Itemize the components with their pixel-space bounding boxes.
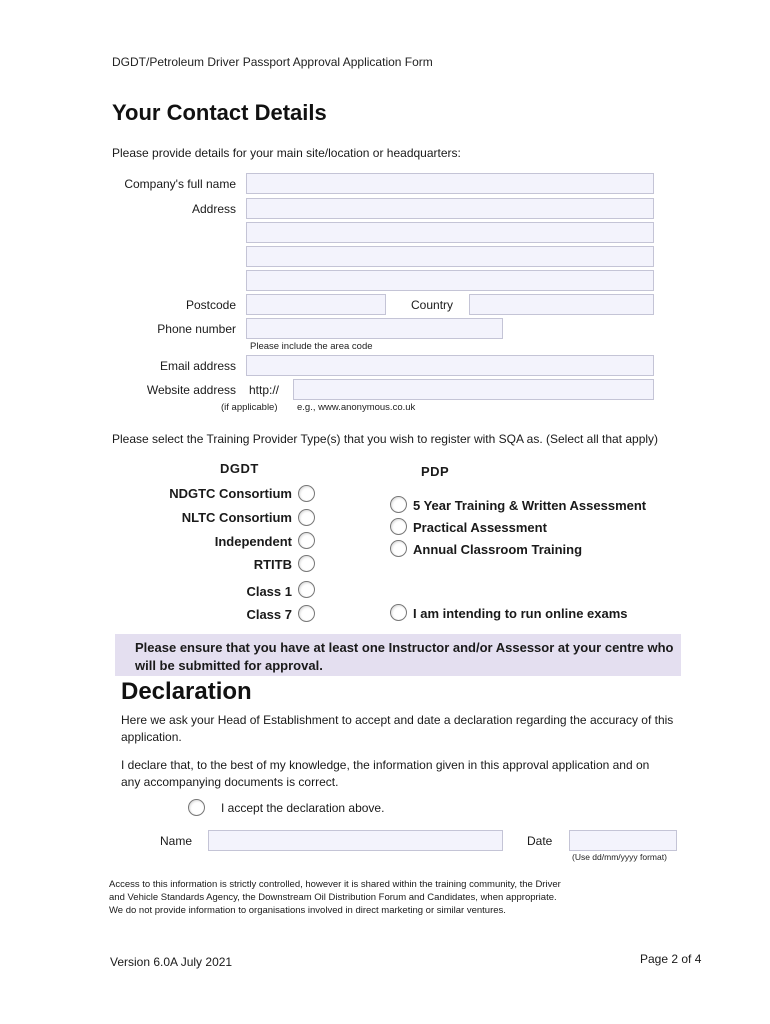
option-rtitb-label: RTITB	[253, 557, 292, 572]
contact-intro-text: Please provide details for your main site/location or headquarters:	[112, 146, 461, 160]
phone-field[interactable]	[246, 318, 503, 339]
option-practical-label: Practical Assessment	[413, 520, 547, 535]
address-line-3-field[interactable]	[246, 246, 654, 267]
option-nltc-radio[interactable]	[298, 509, 315, 526]
option-ndgtc-radio[interactable]	[298, 485, 315, 502]
pdp-heading: PDP	[421, 464, 450, 479]
privacy-footnote-line-3: We do not provide information to organisations involved in direct marketing or similar ventures.	[109, 905, 506, 916]
website-prefix: http://	[249, 383, 280, 397]
date-field[interactable]	[569, 830, 677, 851]
website-hint: e.g., www.anonymous.co.uk	[297, 402, 416, 413]
address-label: Address	[191, 202, 236, 216]
country-label: Country	[411, 298, 454, 312]
option-independent-label: Independent	[214, 534, 292, 549]
dgdt-heading: DGDT	[220, 461, 259, 476]
postcode-field[interactable]	[246, 294, 386, 315]
phone-hint: Please include the area code	[250, 341, 373, 352]
website-field[interactable]	[293, 379, 654, 400]
option-class7-radio[interactable]	[298, 605, 315, 622]
country-field[interactable]	[469, 294, 654, 315]
option-annual-radio[interactable]	[390, 540, 407, 557]
option-5yr-label: 5 Year Training & Written Assessment	[413, 498, 647, 513]
accept-declaration-radio[interactable]	[188, 799, 205, 816]
address-line-1-field[interactable]	[246, 198, 654, 219]
accept-declaration-label: I accept the declaration above.	[221, 801, 385, 815]
declaration-intro: Here we ask your Head of Establishment to accept and date a declaration regarding the accuracy of this application.	[121, 713, 674, 744]
option-class7-label: Class 7	[246, 607, 292, 622]
declaration-statement: I declare that, to the best of my knowledge, the information given in this approval application and on any accompanying documents is correct.	[121, 758, 650, 789]
date-hint: (Use dd/mm/yyyy format)	[572, 852, 667, 862]
email-field[interactable]	[246, 355, 654, 376]
option-annual-label: Annual Classroom Training	[413, 542, 583, 557]
email-label: Email address	[159, 359, 236, 373]
option-online-exams-label: I am intending to run online exams	[413, 606, 628, 621]
company-name-field[interactable]	[246, 173, 654, 194]
option-class1-radio[interactable]	[298, 581, 315, 598]
address-line-4-field[interactable]	[246, 270, 654, 291]
option-ndgtc-label: NDGTC Consortium	[169, 486, 292, 501]
footer-version: Version 6.0A July 2021	[110, 955, 233, 969]
address-line-2-field[interactable]	[246, 222, 654, 243]
privacy-footnote-line-1: Access to this information is strictly controlled, however it is shared within the training community, the Driver	[109, 879, 561, 890]
name-field[interactable]	[208, 830, 503, 851]
option-online-exams-radio[interactable]	[390, 604, 407, 621]
name-label: Name	[160, 834, 193, 848]
option-class1-label: Class 1	[246, 584, 292, 599]
option-nltc-label: NLTC Consortium	[181, 510, 292, 525]
contact-details-heading: Your Contact Details	[112, 100, 327, 125]
notice-text: Please ensure that you have at least one Instructor and/or Assessor at your centre who will be submitted for approval.	[135, 640, 674, 673]
declaration-heading: Declaration	[121, 678, 252, 705]
date-label: Date	[527, 834, 553, 848]
company-name-label: Company's full name	[124, 177, 236, 191]
postcode-label: Postcode	[185, 298, 236, 312]
provider-type-question: Please select the Training Provider Type(s) that you wish to register with SQA as. (Select all that apply)	[112, 432, 659, 446]
form-header-title: DGDT/Petroleum Driver Passport Approval Application Form	[112, 55, 433, 69]
website-applicable-note: (if applicable)	[221, 402, 278, 413]
website-label: Website address	[146, 383, 236, 397]
privacy-footnote-line-2: and Vehicle Standards Agency, the Downstream Oil Distribution Forum and Candidates, when appropriate.	[109, 892, 557, 903]
privacy-footnote	[109, 878, 629, 917]
phone-label: Phone number	[157, 322, 236, 336]
option-practical-radio[interactable]	[390, 518, 407, 535]
option-independent-radio[interactable]	[298, 532, 315, 549]
footer-page-number: Page 2 of 4	[640, 952, 702, 966]
option-5yr-radio[interactable]	[390, 496, 407, 513]
option-rtitb-radio[interactable]	[298, 555, 315, 572]
